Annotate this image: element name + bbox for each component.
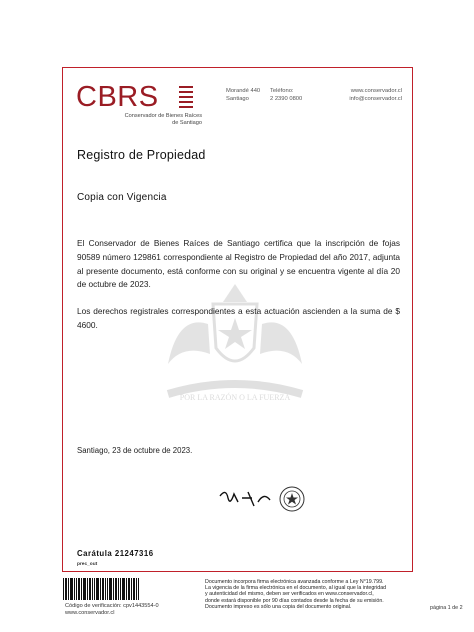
office-contact — [332, 87, 402, 103]
prec-code: prec_out — [77, 562, 98, 567]
notice-line5: Documento impreso es sólo una copia del documento original. — [205, 603, 352, 610]
footer-website: www.conservador.cl — [65, 609, 115, 616]
emblem-motto: POR LA RAZÓN O LA FUERZA — [179, 393, 291, 402]
header-email: info@conservador.cl — [349, 96, 402, 102]
verification-code: Código de verificación: cpv1443554-0 — [65, 603, 159, 609]
address-line2: Santiago — [226, 96, 249, 102]
coat-of-arms-watermark-icon — [128, 274, 342, 424]
page-number: página 1 de 2 — [430, 605, 463, 611]
address-line1: Morandé 440 — [226, 88, 261, 94]
phone-number: 2 2390 0800 — [270, 96, 303, 102]
notice-line1: Documento incorpora firma electrónica avanzada conforme a Ley N°19.799. — [205, 579, 384, 585]
official-seal-icon — [278, 485, 306, 513]
verification-block — [65, 603, 159, 616]
document-subtitle: Copia con Vigencia — [77, 192, 167, 203]
logo-subtitle-line2: de Santiago — [172, 120, 202, 126]
caratula-number: Carátula 21247316 — [77, 549, 154, 558]
office-address — [226, 87, 260, 103]
header-website: www.conservador.cl — [350, 88, 402, 94]
logo-subtitle — [76, 113, 202, 127]
certification-paragraph: El Conservador de Bienes Raíces de Santiago certifica que la inscripción de fojas 90589 número 129861 correspondiente al Registro de Propiedad del año 2017, adjunta al presente documento, está conforme con su original y se encuentra vigente al día 20 de octubre de 2023. — [77, 238, 400, 290]
notice-line4: donde estará disponible por 90 días contados desde la fecha de su emisión. — [205, 597, 384, 604]
document-title: Registro de Propiedad — [77, 148, 206, 162]
notice-line2: La vigencia de la firma electrónica en el documento, al igual que la integridad — [205, 585, 387, 592]
notice-line3: y autenticidad del mismo, deben ser verificados en www.conservador.cl, — [205, 591, 374, 598]
office-phone — [270, 87, 302, 103]
signature-icon — [218, 486, 276, 510]
logo-bars-icon — [179, 86, 193, 112]
logo-letters: CBRS — [76, 81, 159, 113]
phone-label: Teléfono: — [270, 88, 294, 94]
cbrs-logo — [76, 81, 202, 126]
logo-subtitle-line1: Conservador de Bienes Raíces — [124, 113, 202, 119]
barcode-icon — [63, 578, 139, 600]
issue-date: Santiago, 23 de octubre de 2023. — [77, 446, 193, 455]
electronic-signature-notice — [205, 579, 430, 610]
fees-paragraph: Los derechos registrales correspondientes a esta actuación ascienden a la suma de $ 4600. — [77, 306, 400, 330]
